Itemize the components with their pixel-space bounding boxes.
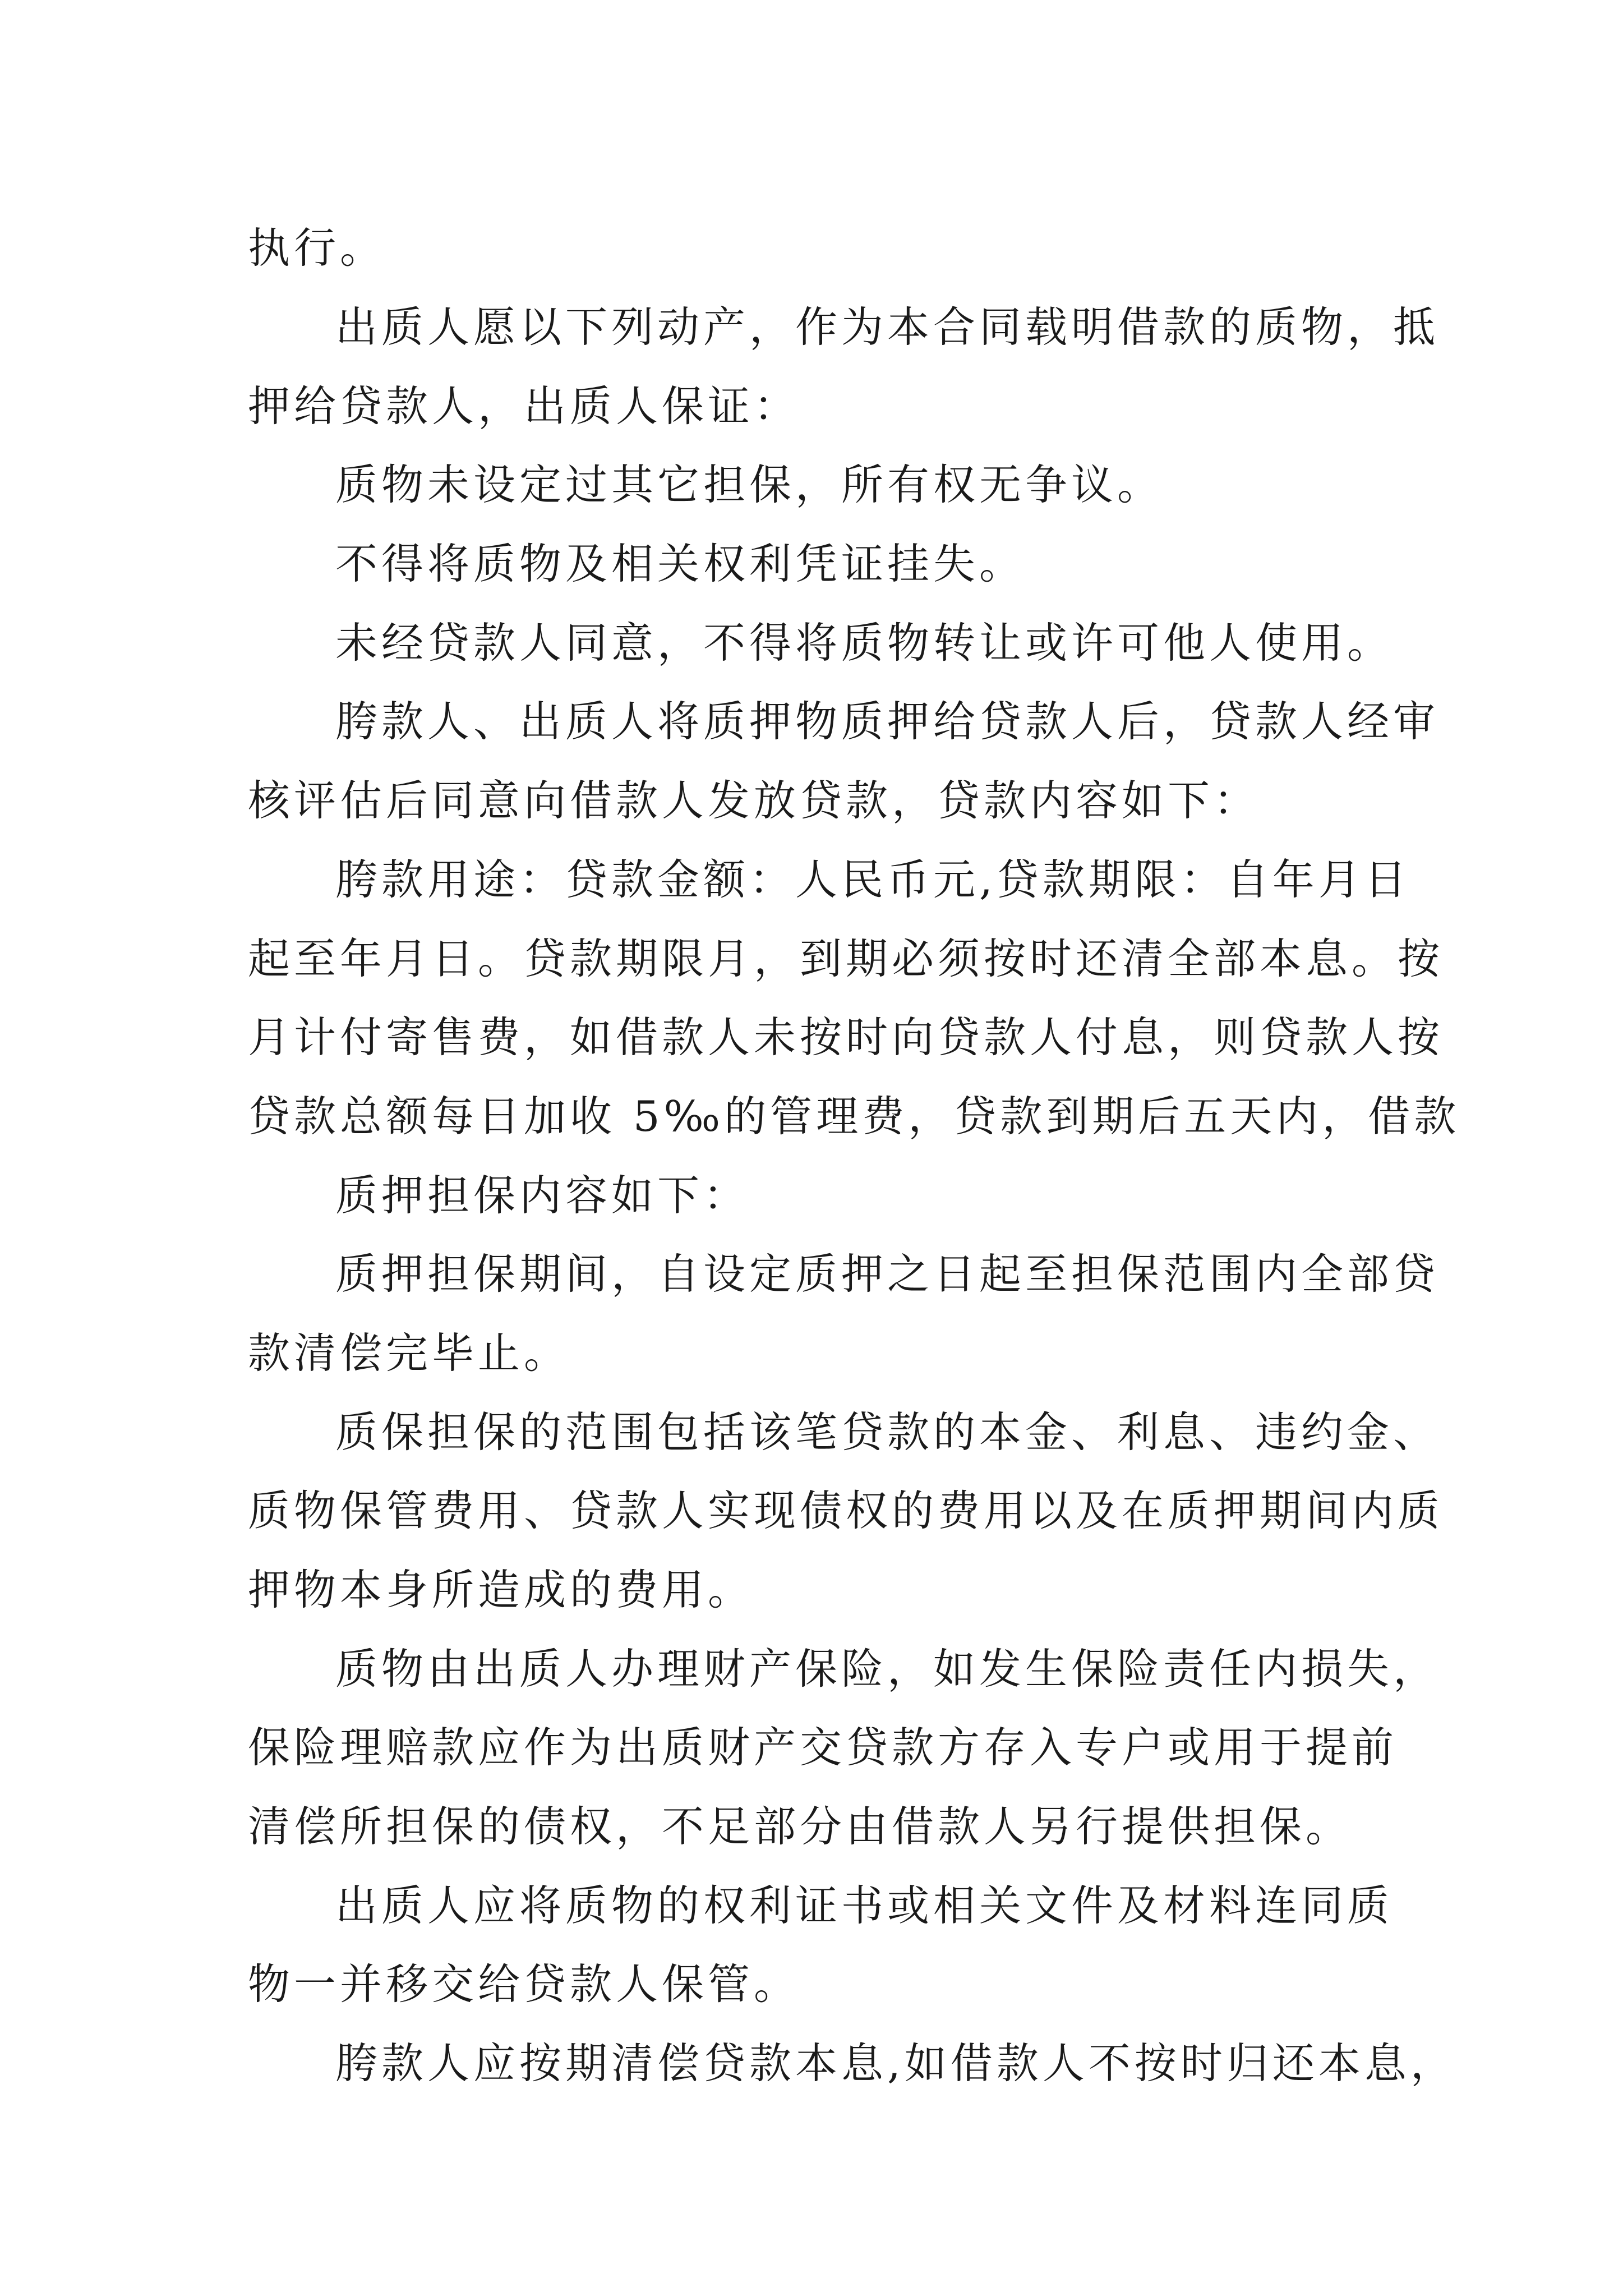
text-line: 质物保管费用、贷款人实现债权的费用以及在质押期间内质 — [248, 1486, 1444, 1536]
text-line: 不得将质物及相关权利凭证挂失。 — [335, 539, 1026, 589]
text-line: 执行。 — [248, 223, 386, 273]
text-line: 胯款人、出质人将质押物质押给贷款人后，贷款人经审 — [335, 697, 1440, 747]
text-line: 胯款人应按期清偿贷款本息,如借款人不按时归还本息， — [335, 2039, 1456, 2088]
text-line: 贷款总额每日加收 5‰的管理费，贷款到期后五天内，借款 — [248, 1091, 1460, 1141]
text-line: 出质人愿以下列动产，作为本合同载明借款的质物，抵 — [335, 302, 1440, 352]
text-line: 质物由出质人办理财产保险，如发生保险责任内损失， — [335, 1644, 1440, 1694]
text-line: 款清偿完毕止。 — [248, 1328, 570, 1378]
text-line: 质保担保的范围包括该笔贷款的本金、利息、违约金、 — [335, 1407, 1440, 1457]
text-line: 保险理赔款应作为出质财产交贷款方存入专户或用于提前 — [248, 1723, 1398, 1773]
text-line: 清偿所担保的债权，不足部分由借款人另行提供担保。 — [248, 1802, 1352, 1852]
text-line: 押给贷款人，出质人保证： — [248, 381, 800, 431]
text-line: 质押担保期间，自设定质押之日起至担保范围内全部贷 — [335, 1249, 1440, 1299]
text-line: 未经贷款人同意，不得将质物转让或许可他人使用。 — [335, 618, 1394, 668]
text-line: 出质人应将质物的权利证书或相关文件及材料连同质 — [335, 1880, 1394, 1930]
text-line: 物一并移交给贷款人保管。 — [248, 1959, 800, 2009]
text-line: 核评估后同意向借款人发放贷款，贷款内容如下： — [248, 776, 1260, 826]
text-line: 押物本身所造成的费用。 — [248, 1565, 754, 1615]
document-body — [248, 209, 1460, 2103]
text-line: 胯款用途：贷款金额：人民币元,贷款期限：自年月日 — [335, 854, 1410, 904]
text-line: 月计付寄售费，如借款人未按时向贷款人付息，则贷款人按 — [248, 1013, 1444, 1062]
text-line: 质物未设定过其它担保，所有权无争议。 — [335, 460, 1164, 510]
text-line: 质押担保内容如下： — [335, 1170, 750, 1220]
text-line: 起至年月日。贷款期限月，到期必须按时还清全部本息。按 — [248, 933, 1444, 983]
